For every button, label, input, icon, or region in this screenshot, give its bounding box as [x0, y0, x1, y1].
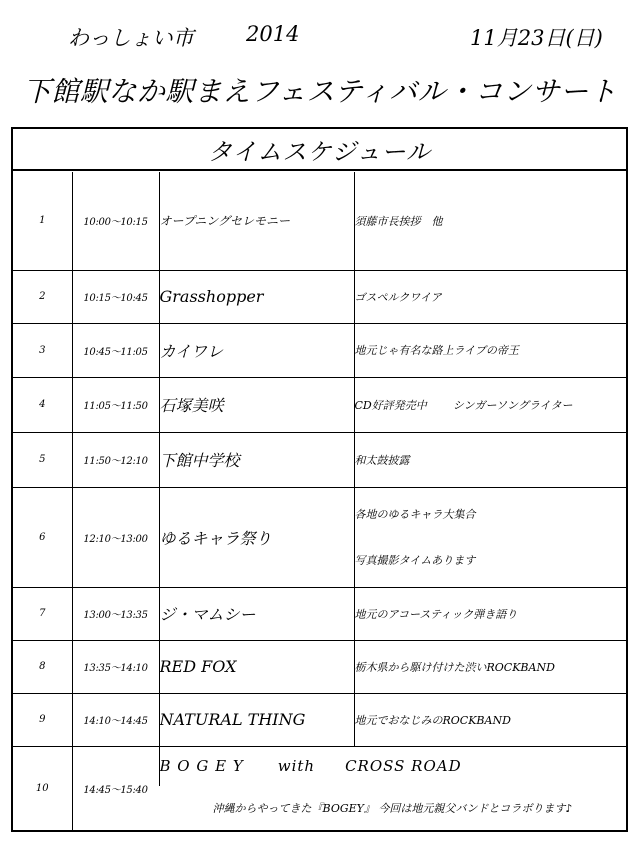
row-number: 10	[13, 746, 72, 830]
row-performer: 石塚美咲	[159, 377, 354, 432]
row-note: ゴスペルクワイア	[354, 270, 626, 323]
row-time: 13:35～14:10	[72, 640, 159, 693]
row-time: 14:10～14:45	[72, 693, 159, 746]
schedule-row	[13, 487, 626, 587]
row-note: 沖縄からやってきた『BOGEY』 今回は地元親父バンドとコラボります♪	[212, 802, 573, 815]
schedule-row	[13, 172, 626, 270]
schedule-row	[13, 746, 626, 786]
event-header	[0, 18, 640, 52]
row-note-line: CD好評発売中	[354, 398, 427, 412]
row-performer: カイワレ	[159, 323, 354, 377]
event-year: 2014	[246, 22, 300, 46]
row-note-line: 写真撮影タイムあります	[354, 554, 476, 567]
schedule-table	[13, 172, 626, 830]
row-time: 12:10～13:00	[72, 487, 159, 587]
row-note: 地元じゃ有名な路上ライブの帝王	[354, 323, 626, 377]
row-performer: ジ・マムシー	[159, 587, 354, 640]
schedule-row	[13, 432, 626, 487]
row-performer: オープニングセレモニー	[159, 172, 354, 270]
schedule-row	[13, 270, 626, 323]
row-note: 栃木県から駆け付けた渋いROCKBAND	[354, 640, 626, 693]
row-performer: 下館中学校	[159, 432, 354, 487]
row-note-line: 各地のゆるキャラ大集合	[354, 508, 476, 521]
row-time: 14:45～15:40	[72, 746, 159, 830]
row-performer: RED FOX	[159, 640, 354, 693]
row-note: 地元でおなじみのROCKBAND	[354, 693, 626, 746]
row-note: 地元のアコースティック弾き語り	[354, 587, 626, 640]
schedule-frame	[11, 127, 628, 832]
performer-part: with	[277, 757, 316, 776]
schedule-row	[13, 377, 626, 432]
row-performer: Grasshopper	[159, 270, 354, 323]
row-performer: NATURAL THING	[159, 693, 354, 746]
row-number: 4	[13, 377, 72, 432]
schedule-heading: タイムスケジュール	[13, 129, 626, 171]
schedule-row	[13, 640, 626, 693]
row-note: 和太鼓披露	[354, 432, 626, 487]
row-number: 1	[39, 215, 46, 227]
row-time: 10:45～11:05	[72, 323, 159, 377]
row-performer: ゆるキャラ祭り	[159, 487, 354, 587]
event-name: わっしょい市	[68, 26, 194, 50]
row-note-line: シンガーソングライター	[452, 398, 573, 412]
page-title: 下館駅なか駅まえフェスティバル・コンサート	[22, 75, 618, 108]
row-number: 8	[13, 640, 72, 693]
row-note	[354, 377, 626, 432]
row-note	[354, 487, 626, 587]
performer-part: CROSS ROAD	[345, 757, 462, 776]
row-time: 10:15～10:45	[72, 270, 159, 323]
row-number: 6	[13, 487, 72, 587]
row-number: 2	[13, 270, 72, 323]
schedule-row	[13, 323, 626, 377]
row-time: 11:05～11:50	[72, 377, 159, 432]
row-time: 11:50～12:10	[72, 432, 159, 487]
performer-part: B O G E Y	[159, 757, 244, 776]
row-time: 13:00～13:35	[72, 587, 159, 640]
schedule-row	[13, 587, 626, 640]
row-number: 9	[13, 693, 72, 746]
row-note: 須藤市長挨拶 他	[354, 172, 626, 270]
row-time: 10:00～10:15	[72, 172, 159, 270]
event-date: 11月23日(日)	[470, 26, 603, 50]
row-performer	[159, 746, 626, 786]
schedule-row	[13, 693, 626, 746]
row-number: 3	[13, 323, 72, 377]
row-number: 5	[13, 432, 72, 487]
row-number: 7	[13, 587, 72, 640]
